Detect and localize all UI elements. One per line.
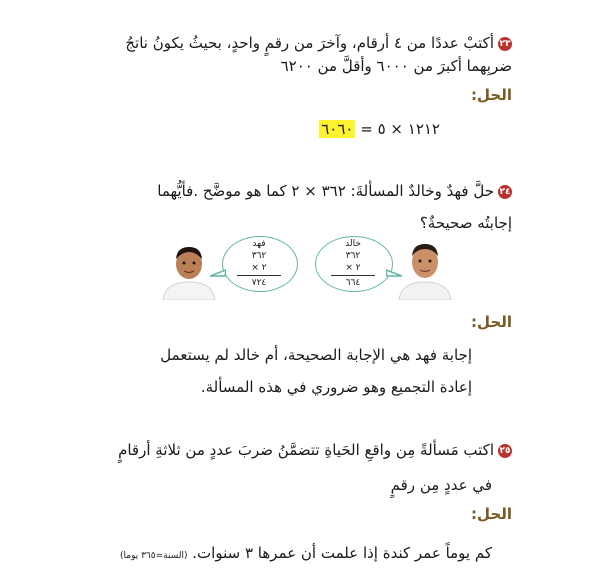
q23-solution-label: الحل:	[471, 86, 512, 104]
q24-line2: إجابتُه صحيحةٌ؟	[419, 214, 512, 232]
khalid-bubble-tail	[386, 268, 402, 280]
q23-answer	[319, 116, 440, 142]
q24-text-1: حلَّ فهدٌ وخالدٌ المسألةَ: ٣٦٢ × ٢ كما هو موضَّح .فأيُّهما	[157, 182, 494, 200]
fahd-result: ٧٢٤	[251, 278, 267, 288]
khalid-calculation	[323, 238, 383, 289]
fahd-row1: ٣٦٢	[251, 251, 267, 261]
q25-answer	[0, 540, 492, 569]
q23-number-badge: ٢٣	[499, 38, 511, 49]
q25-solution-label: الحل:	[471, 505, 512, 523]
q25-text-1: اكتب مَسألةً مِن واقعِ الحَياةِ تتضمَّنُ ضربَ عددٍ من ثلاثةِ أرقامٍ	[118, 441, 494, 459]
q23-answer-expr: ١٢١٢ × ٥ =	[360, 120, 440, 138]
fahd-calculation	[229, 238, 289, 289]
khalid-row2: × ٢	[345, 263, 361, 273]
fahd-bubble-tail	[210, 268, 226, 280]
q25-line2: في عددٍ مِن رقمٍ	[390, 476, 492, 494]
khalid-boy-image	[395, 238, 455, 300]
q24-solution-label: الحل:	[471, 313, 512, 331]
fahd-name: فهد	[252, 239, 266, 249]
q25-number-badge: ٢٥	[499, 445, 511, 456]
khalid-name: خالد	[345, 239, 361, 249]
q23-answer-result: ٦٠٦٠	[321, 120, 354, 138]
q25-answer-note: (السنة=٣٦٥ يوما)	[120, 551, 188, 561]
q24-answer-line1: إجابة فهد هي الإجابة الصحيحة، أم خالد لم يستعمل	[160, 346, 472, 364]
q23-text-1: أكتبْ عددًا من ٤ أرقام، وآخرَ من رقمٍ واحدٍ، بحيثُ يكونُ ناتجُ	[125, 34, 494, 52]
q24-line1	[12, 178, 512, 204]
khalid-result: ٦٦٤	[345, 278, 361, 288]
q24-answer-line2: إعادة التجميع وهو ضروري في هذه المسألة.	[200, 378, 472, 396]
khalid-row1: ٣٦٢	[345, 251, 361, 261]
q25-answer-line: كم يوماً عمر كندة إذا علمت أن عمرها ٣ سنوات.	[192, 544, 492, 562]
fahd-row2: × ٢	[251, 263, 267, 273]
q25-line1	[2, 437, 512, 463]
q23-line2: ضربِهما أكبرَ من ٦٠٠٠ وأقلَّ من ٦٢٠٠	[280, 57, 512, 75]
q24-number-badge: ٢٤	[499, 186, 511, 197]
